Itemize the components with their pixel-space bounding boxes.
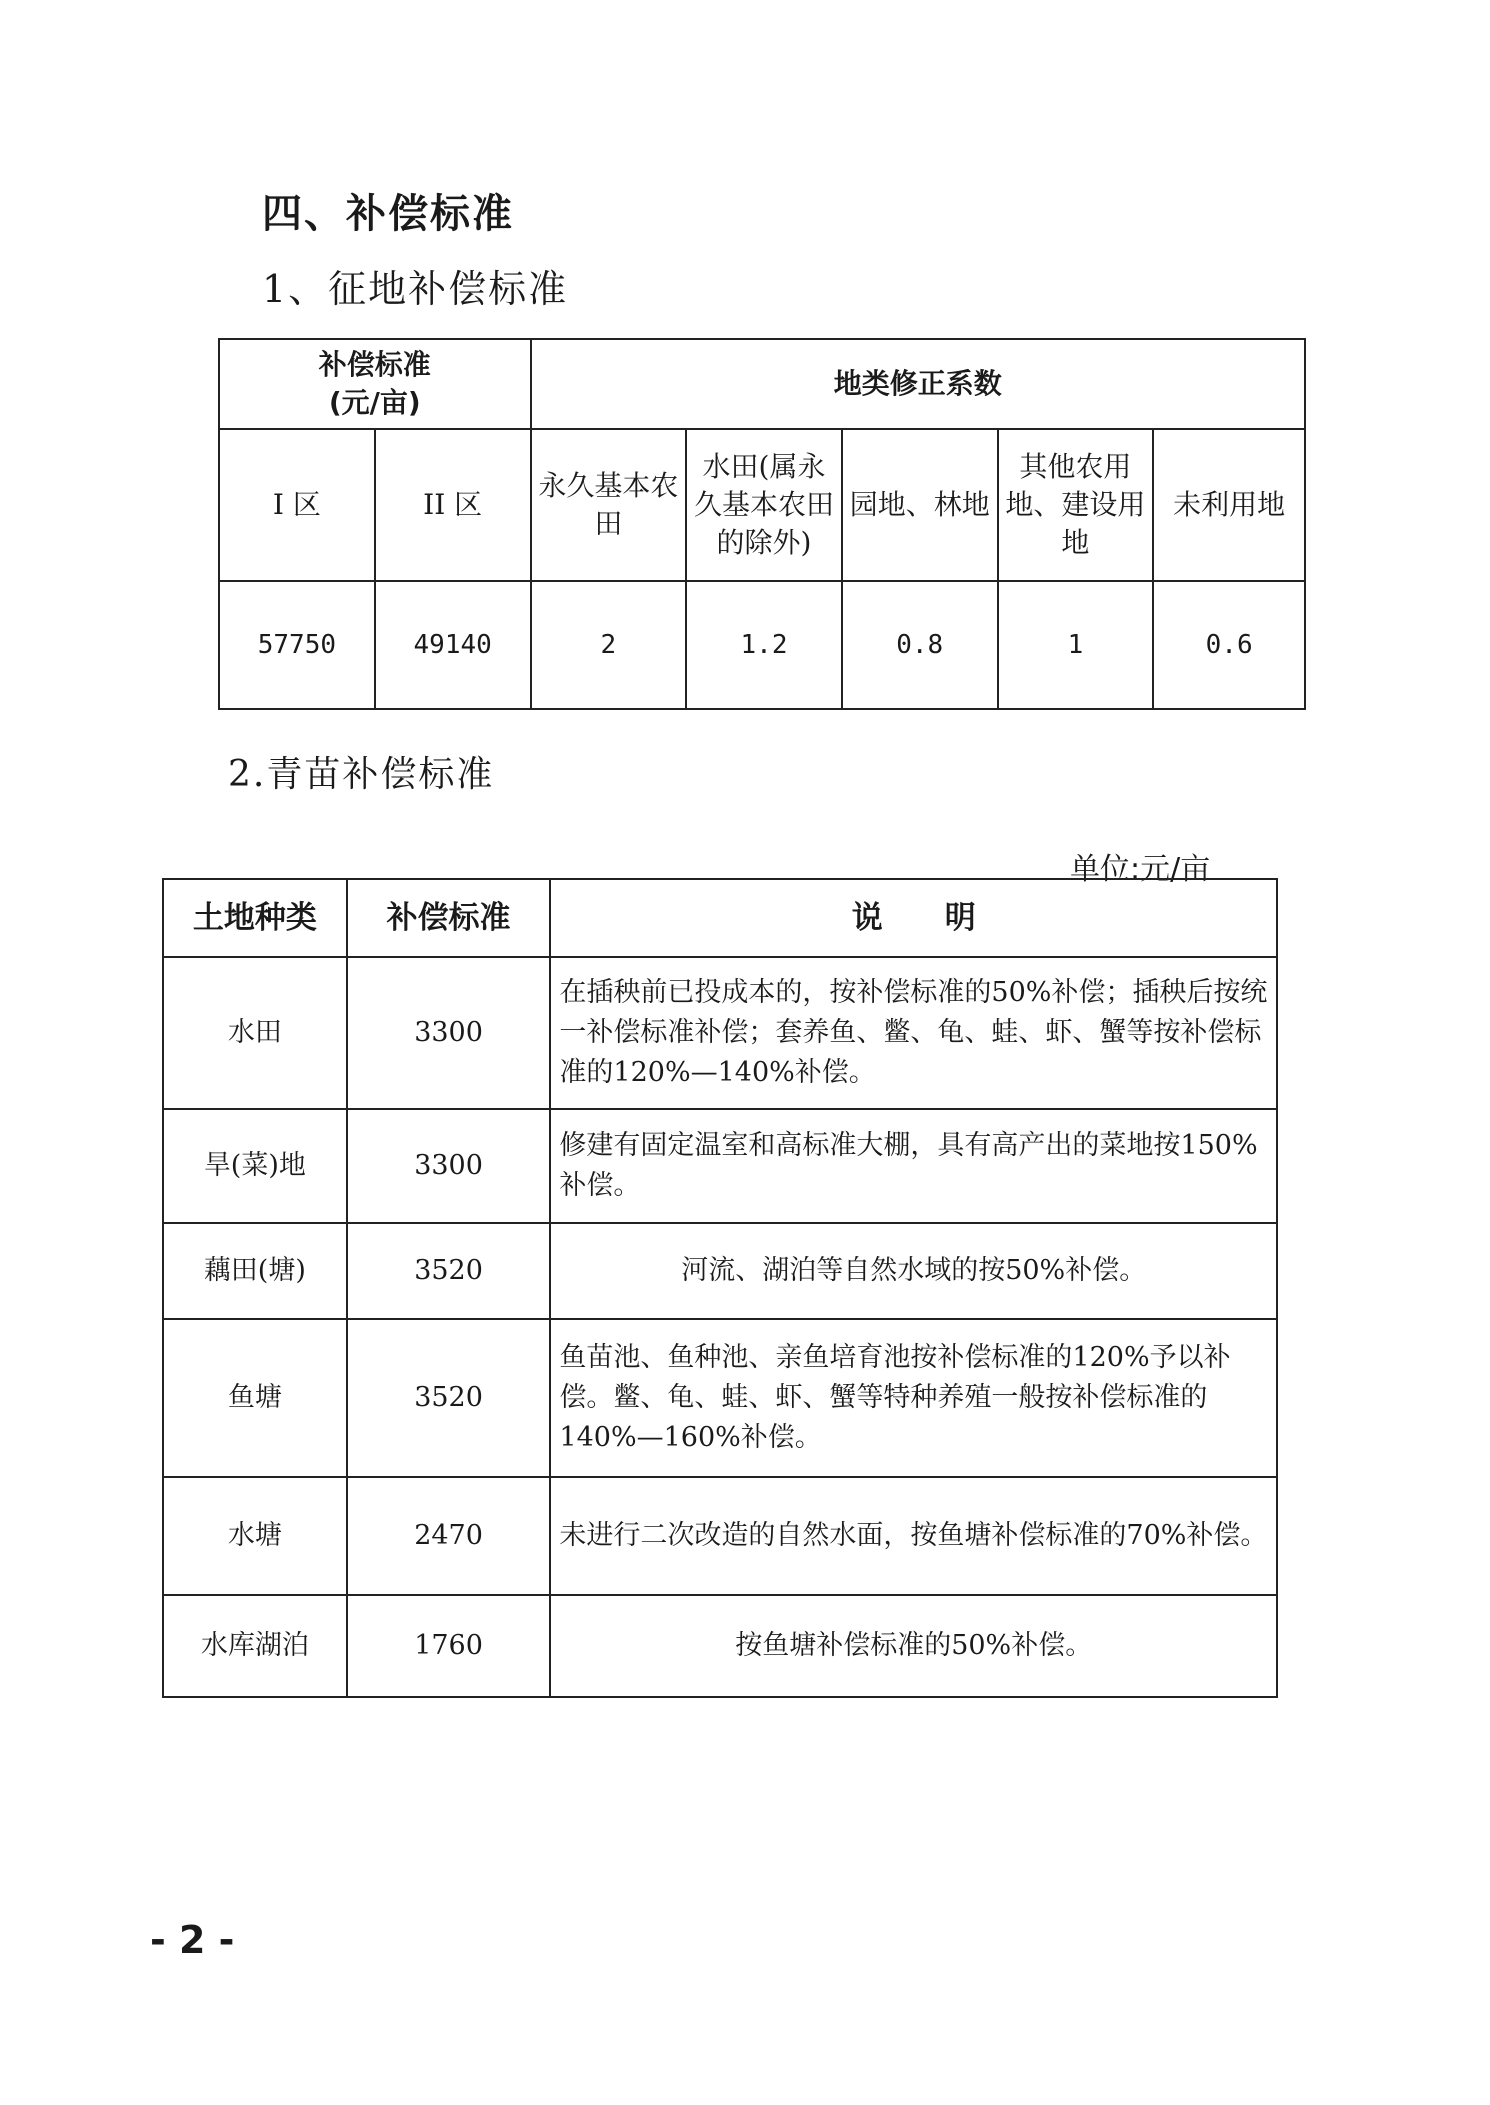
land-type-cell: 水库湖泊	[163, 1595, 347, 1697]
coef-value-orchard-forest: 0.8	[842, 581, 998, 709]
description-cell: 在插秧前已投成本的，按补偿标准的50%补偿；插秧后按统一补偿标准补偿；套养鱼、鳖、龟、蛙、虾、蟹等按补偿标准的120%—140%补偿。	[550, 957, 1277, 1109]
land-coefficient-header: 地类修正系数	[531, 339, 1305, 429]
standard-cell: 1760	[347, 1595, 551, 1697]
table-row	[163, 957, 1277, 1109]
table-row	[163, 1319, 1277, 1477]
standard-cell: 3520	[347, 1319, 551, 1477]
zone1-header: I 区	[219, 429, 375, 581]
coef-value-basic-farmland: 2	[531, 581, 687, 709]
land-type-cell: 鱼塘	[163, 1319, 347, 1477]
coef-col-other-construction: 其他农用地、建设用地	[998, 429, 1154, 581]
header-description: 说 明	[550, 879, 1277, 957]
section-heading: 四、补偿标准	[262, 191, 514, 237]
standard-cell: 2470	[347, 1477, 551, 1595]
description-cell: 鱼苗池、鱼种池、亲鱼培育池按补偿标准的120%予以补偿。鳖、龟、蛙、虾、蟹等特种养殖一般按补偿标准的140%—160%补偿。	[550, 1319, 1277, 1477]
coef-col-paddy: 水田(属永久基本农田的除外)	[686, 429, 842, 581]
coef-col-orchard-forest: 园地、林地	[842, 429, 998, 581]
description-cell: 按鱼塘补偿标准的50%补偿。	[550, 1595, 1277, 1697]
crop-compensation-table	[162, 878, 1278, 1698]
table-row	[163, 1109, 1277, 1223]
coef-col-unused: 未利用地	[1153, 429, 1305, 581]
zone2-value: 49140	[375, 581, 531, 709]
standard-cell: 3300	[347, 1109, 551, 1223]
compensation-standard-header	[219, 339, 531, 429]
compensation-standard-unit: (元/亩)	[328, 386, 421, 419]
description-cell: 修建有固定温室和高标准大棚，具有高产出的菜地按150%补偿。	[550, 1109, 1277, 1223]
unit-label: 单位:元/亩	[1070, 852, 1211, 887]
land-type-cell: 水塘	[163, 1477, 347, 1595]
coef-col-basic-farmland: 永久基本农田	[531, 429, 687, 581]
crop-compensation-heading: 2.青苗补偿标准	[228, 754, 495, 795]
zone1-value: 57750	[219, 581, 375, 709]
standard-cell: 3520	[347, 1223, 551, 1319]
land-compensation-heading: 1、征地补偿标准	[262, 267, 569, 311]
header-standard: 补偿标准	[347, 879, 551, 957]
table-row	[163, 1477, 1277, 1595]
description-cell: 河流、湖泊等自然水域的按50%补偿。	[550, 1223, 1277, 1319]
land-type-cell: 水田	[163, 957, 347, 1109]
coef-value-other-construction: 1	[998, 581, 1154, 709]
compensation-standard-label: 补偿标准	[318, 348, 431, 381]
description-cell: 未进行二次改造的自然水面，按鱼塘补偿标准的70%补偿。	[550, 1477, 1277, 1595]
land-compensation-table	[218, 338, 1306, 710]
table-row	[163, 1223, 1277, 1319]
coef-value-paddy: 1.2	[686, 581, 842, 709]
table-row	[163, 1595, 1277, 1697]
standard-cell: 3300	[347, 957, 551, 1109]
header-land-type: 土地种类	[163, 879, 347, 957]
coef-value-unused: 0.6	[1153, 581, 1305, 709]
page-number: - 2 -	[150, 1918, 235, 1962]
land-type-cell: 旱(菜)地	[163, 1109, 347, 1223]
zone2-header: II 区	[375, 429, 531, 581]
land-type-cell: 藕田(塘)	[163, 1223, 347, 1319]
